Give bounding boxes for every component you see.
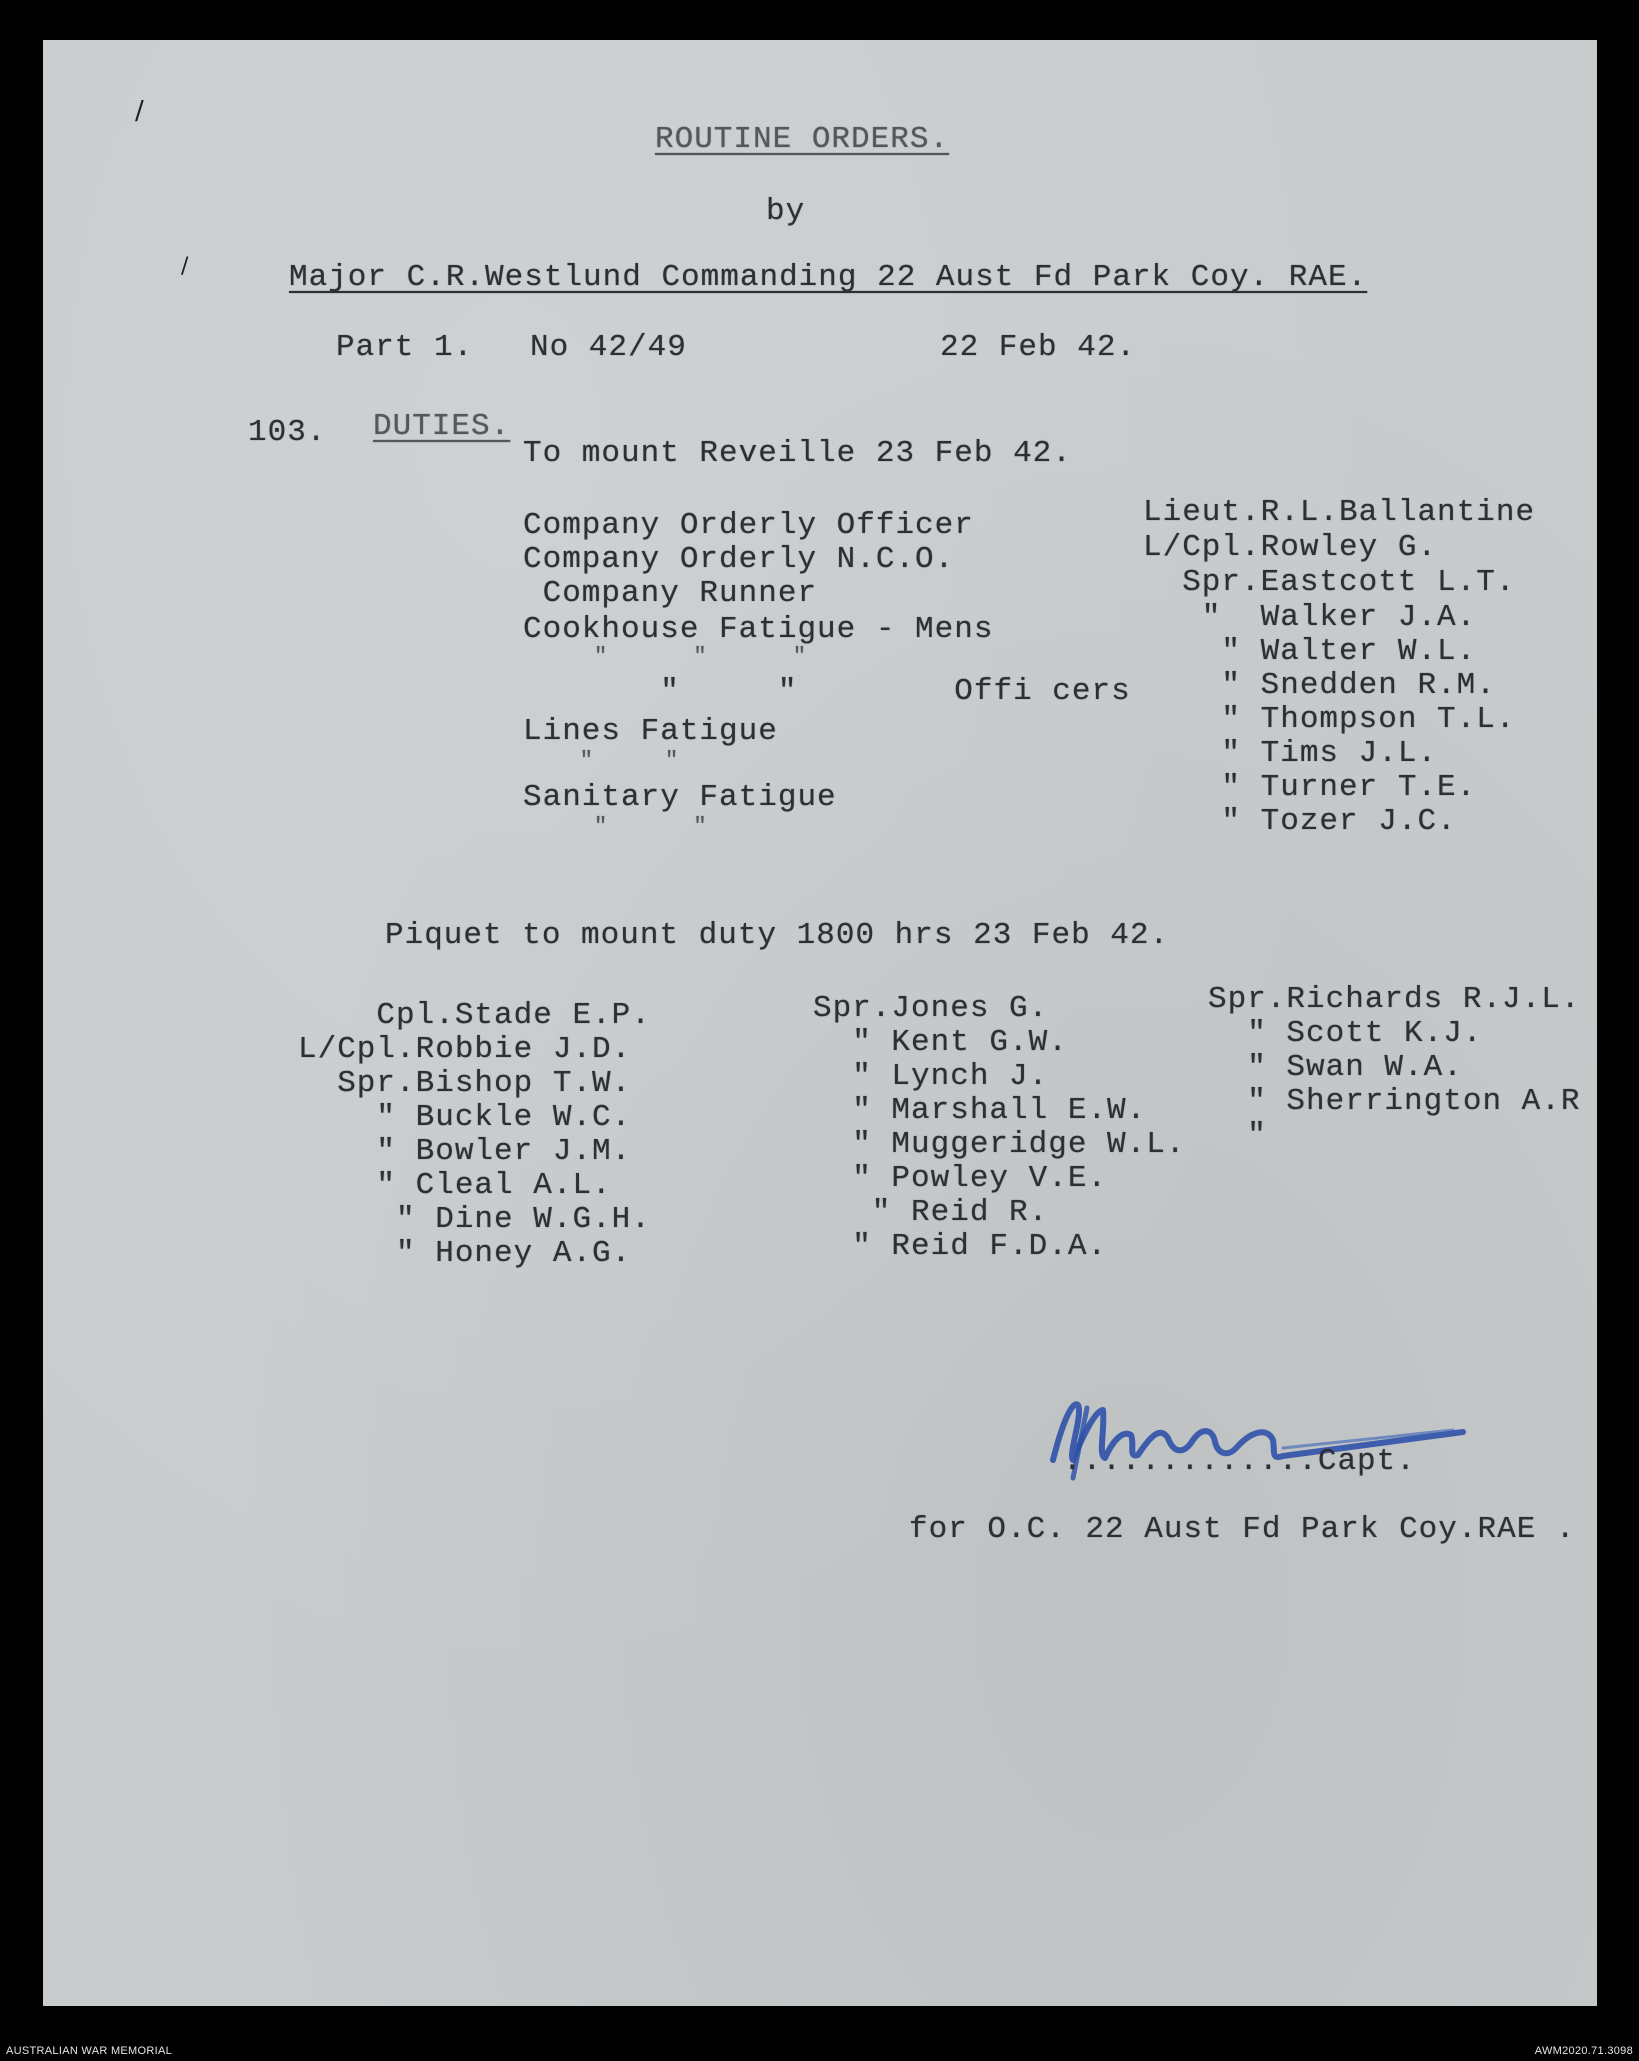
archive-credit: AUSTRALIAN WAR MEMORIAL [6,2045,173,2057]
document-title: ROUTINE ORDERS. [655,122,950,157]
piquet-member: " Reid R. [813,1195,1049,1230]
part-label: Part 1. [336,330,474,365]
archive-reference: AWM2020.71.3098 [1534,2045,1633,2057]
duty-name: " " [523,814,708,839]
piquet-member: " Swan W.A. [1208,1050,1463,1085]
handwritten-signature [1043,1360,1543,1500]
piquet-member: " Marshall E.W. [813,1093,1147,1128]
piquet-member: " Honey A.G. [298,1236,632,1271]
duty-name: Company Orderly N.C.O. [523,542,955,577]
duty-person: " Tozer J.C. [1143,804,1457,839]
duty-person: Lieut.R.L.Ballantine [1143,495,1536,530]
piquet-member: " Kent G.W. [813,1025,1068,1060]
signature-line: .............Capt. [1063,1444,1416,1479]
margin-mark: / [135,96,144,126]
piquet-member: " Lynch J. [813,1059,1049,1094]
duty-name: Lines Fatigue [523,714,778,749]
piquet-member: " Scott K.J. [1208,1016,1483,1051]
duty-name: Sanitary Fatigue [523,780,837,815]
piquet-member: " Muggeridge W.L. [813,1127,1186,1162]
piquet-member: Spr.Richards R.J.L. [1208,982,1581,1017]
duty-name: Company Orderly Officer [523,508,974,543]
duty-name: " " [523,748,680,773]
signoff-for: for O.C. 22 Aust Fd Park Coy.RAE . [909,1512,1576,1547]
piquet-member: " [1208,1118,1267,1153]
duty-person: " Walker J.A. [1143,600,1477,635]
piquet-member: " Reid F.D.A. [813,1229,1108,1264]
document-page [43,40,1597,2006]
order-number: No 42/49 [530,330,687,365]
piquet-member: " Buckle W.C. [298,1100,632,1135]
piquet-member: Cpl.Stade E.P. [298,998,651,1033]
section-subheading: To mount Reveille 23 Feb 42. [523,436,1072,471]
duty-person: " Turner T.E. [1143,770,1477,805]
piquet-member: Spr.Bishop T.W. [298,1066,632,1101]
duty-name: " " Offi cers [523,674,1131,709]
commander-line: Major C.R.Westlund Commanding 22 Aust Fd Park Coy. RAE. [289,260,1368,295]
duty-person: L/Cpl.Rowley G. [1143,530,1438,565]
piquet-member: " Bowler J.M. [298,1134,632,1169]
duty-person: " Tims J.L. [1143,736,1438,771]
piquet-member: L/Cpl.Robbie J.D. [298,1032,632,1067]
duty-person: " Snedden R.M. [1143,668,1496,703]
duty-name: " " " [523,644,808,669]
piquet-member: Spr.Jones G. [813,991,1049,1026]
piquet-heading: Piquet to mount duty 1800 hrs 23 Feb 42. [385,918,1170,953]
order-date: 22 Feb 42. [940,330,1137,365]
margin-mark: / [181,254,189,279]
by-line: by [766,194,806,229]
piquet-member: " Dine W.G.H. [298,1202,651,1237]
duty-person: " Walter W.L. [1143,634,1477,669]
piquet-member: " Powley V.E. [813,1161,1108,1196]
section-number: 103. [248,415,327,450]
piquet-member: " Sherrington A.R [1208,1084,1581,1119]
duty-name: Company Runner [523,576,818,611]
duty-person: " Thompson T.L. [1143,702,1516,737]
section-heading: DUTIES. [373,409,511,444]
duty-name: Cookhouse Fatigue - Mens [523,612,994,647]
piquet-member: " Cleal A.L. [298,1168,612,1203]
duty-person: Spr.Eastcott L.T. [1143,565,1516,600]
